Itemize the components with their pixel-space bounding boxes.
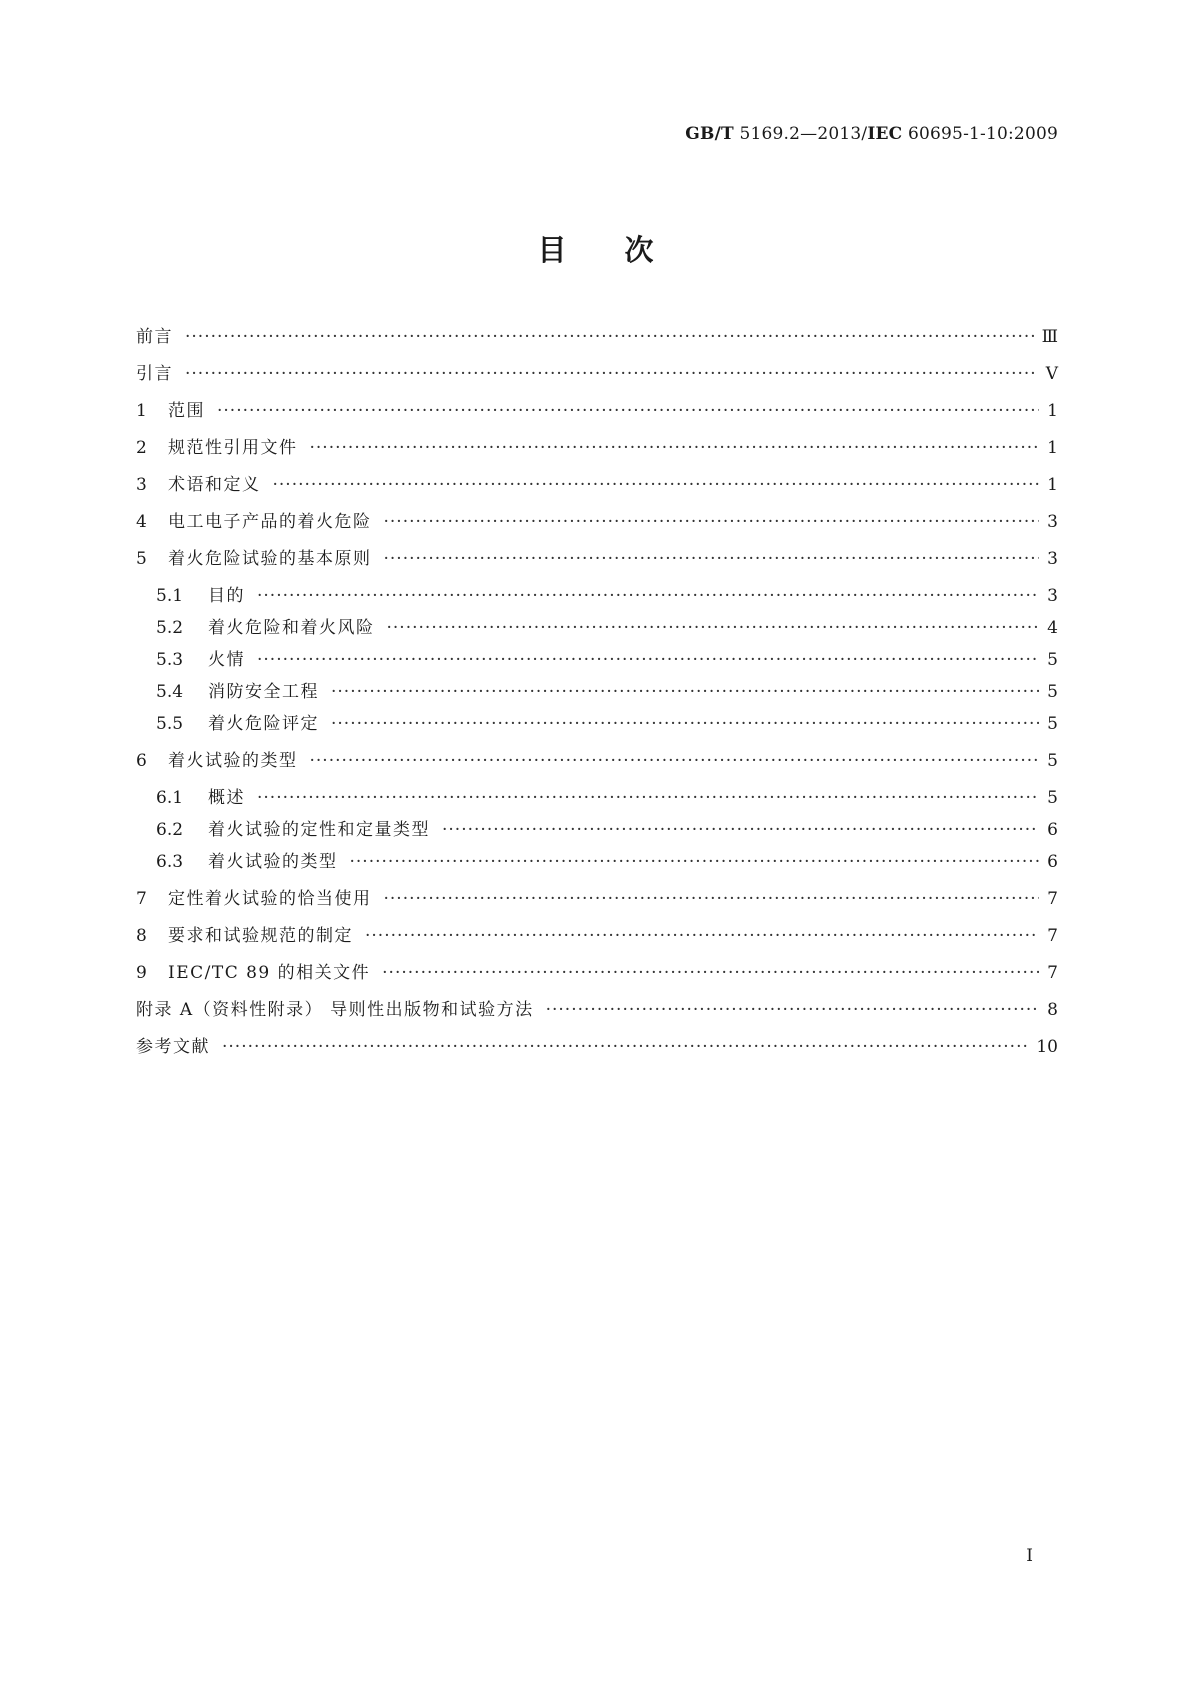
toc-entry-foreword[interactable]	[136, 326, 1058, 363]
toc-entry-number: 3	[136, 475, 147, 495]
iec-number: 60695-1-10:2009	[907, 124, 1058, 144]
toc-entry-page: 8	[1047, 1000, 1058, 1020]
toc-entry-introduction[interactable]	[136, 363, 1058, 400]
toc-entry-page: 7	[1047, 889, 1058, 909]
toc-entry-text: 附录 A（资料性附录） 导则性出版物和试验方法	[136, 1000, 534, 1020]
toc-entry-number: 6.2	[156, 820, 184, 840]
toc-entry-page: 5	[1047, 714, 1058, 734]
toc-entry-6[interactable]	[136, 750, 1058, 787]
toc-entry-number: 6.1	[156, 788, 184, 808]
toc-entry-text: 着火试验的类型	[208, 852, 338, 872]
toc-entry-text: 要求和试验规范的制定	[168, 926, 353, 946]
toc-entry-page: 3	[1047, 586, 1058, 606]
toc-leader-dots	[382, 962, 1039, 984]
toc-entry-7[interactable]	[136, 888, 1058, 925]
toc-entry-5-1[interactable]	[136, 585, 1058, 617]
toc-leader-dots	[257, 649, 1039, 671]
toc-entry-page: 5	[1047, 751, 1058, 771]
toc-entry-text: 规范性引用文件	[168, 438, 298, 458]
toc-entry-page: 6	[1047, 820, 1058, 840]
toc-entry-bibliography[interactable]	[136, 1036, 1058, 1073]
table-of-contents	[136, 326, 1058, 1073]
toc-entry-number: 5	[136, 549, 147, 569]
toc-entry-text: 前言	[136, 327, 173, 347]
toc-entry-number: 5.2	[156, 618, 184, 638]
toc-entry-5-2[interactable]	[136, 617, 1058, 649]
toc-leader-dots	[310, 437, 1040, 459]
toc-entry-4[interactable]	[136, 511, 1058, 548]
toc-title: 目次	[537, 233, 712, 267]
toc-entry-text: 定性着火试验的恰当使用	[168, 889, 372, 909]
toc-entry-number: 9	[136, 963, 147, 983]
toc-leader-dots	[384, 888, 1040, 910]
toc-entry-page: 10	[1036, 1037, 1058, 1057]
toc-entry-page: Ⅴ	[1045, 364, 1058, 384]
std-number: 5169.2—2013/	[739, 124, 868, 144]
standard-code	[685, 124, 1058, 144]
toc-entry-page: 1	[1047, 401, 1058, 421]
toc-entry-number: 5.3	[156, 650, 184, 670]
toc-leader-dots	[185, 363, 1038, 385]
toc-entry-annex-a[interactable]	[136, 999, 1058, 1036]
toc-entry-page: 7	[1047, 926, 1058, 946]
toc-entry-text: 电工电子产品的着火危险	[168, 512, 372, 532]
toc-leader-dots	[384, 548, 1040, 570]
iec-prefix: IEC	[867, 124, 903, 144]
toc-entry-number: 6.3	[156, 852, 184, 872]
toc-leader-dots	[546, 999, 1040, 1021]
toc-entry-6-3[interactable]	[136, 851, 1058, 888]
page-number: Ⅰ	[1026, 1546, 1033, 1566]
toc-entry-page: 1	[1047, 475, 1058, 495]
toc-entry-text: 着火试验的类型	[168, 751, 298, 771]
toc-entry-page: 3	[1047, 549, 1058, 569]
toc-entry-text: 范围	[168, 401, 205, 421]
toc-leader-dots	[384, 511, 1040, 533]
toc-entry-6-2[interactable]	[136, 819, 1058, 851]
toc-entry-text: 消防安全工程	[208, 682, 319, 702]
toc-leader-dots	[273, 474, 1040, 496]
toc-leader-dots	[365, 925, 1039, 947]
toc-entry-number: 6	[136, 751, 147, 771]
toc-entry-page: 1	[1047, 438, 1058, 458]
toc-entry-text: 着火试验的定性和定量类型	[208, 820, 430, 840]
toc-entry-number: 1	[136, 401, 147, 421]
toc-leader-dots	[310, 750, 1040, 772]
toc-entry-3[interactable]	[136, 474, 1058, 511]
toc-entry-text: 火情	[208, 650, 245, 670]
toc-entry-page: 4	[1047, 618, 1058, 638]
toc-entry-5-5[interactable]	[136, 713, 1058, 750]
toc-leader-dots	[331, 713, 1039, 735]
toc-entry-page: 5	[1047, 682, 1058, 702]
toc-entry-page: 7	[1047, 963, 1058, 983]
toc-entry-number: 5.1	[156, 586, 184, 606]
toc-leader-dots	[257, 585, 1039, 607]
toc-leader-dots	[222, 1036, 1028, 1058]
toc-entry-number: 7	[136, 889, 147, 909]
toc-entry-page: Ⅲ	[1041, 327, 1058, 347]
toc-leader-dots	[185, 326, 1034, 348]
toc-entry-text: 目的	[208, 586, 245, 606]
toc-leader-dots	[331, 681, 1039, 703]
toc-entry-text: 着火危险试验的基本原则	[168, 549, 372, 569]
toc-entry-text: 概述	[208, 788, 245, 808]
toc-entry-number: 5.5	[156, 714, 184, 734]
toc-entry-5-3[interactable]	[136, 649, 1058, 681]
toc-entry-text: 引言	[136, 364, 173, 384]
toc-entry-page: 6	[1047, 852, 1058, 872]
toc-entry-text: 着火危险和着火风险	[208, 618, 375, 638]
toc-entry-page: 3	[1047, 512, 1058, 532]
toc-leader-dots	[387, 617, 1040, 639]
toc-entry-text: 术语和定义	[168, 475, 261, 495]
toc-entry-number: 5.4	[156, 682, 184, 702]
toc-entry-1[interactable]	[136, 400, 1058, 437]
toc-entry-2[interactable]	[136, 437, 1058, 474]
toc-entry-number: 8	[136, 926, 147, 946]
toc-entry-5[interactable]	[136, 548, 1058, 585]
std-prefix: GB/T	[685, 124, 734, 144]
toc-leader-dots	[217, 400, 1039, 422]
toc-entry-text: 着火危险评定	[208, 714, 319, 734]
toc-entry-number: 2	[136, 438, 147, 458]
toc-leader-dots	[442, 819, 1039, 841]
toc-entry-page: 5	[1047, 788, 1058, 808]
toc-entry-8[interactable]	[136, 925, 1058, 962]
toc-entry-text: IEC/TC 89 的相关文件	[168, 963, 371, 983]
toc-entry-text: 参考文献	[136, 1037, 210, 1057]
toc-entry-page: 5	[1047, 650, 1058, 670]
toc-entry-9[interactable]	[136, 962, 1058, 999]
toc-entry-5-4[interactable]	[136, 681, 1058, 713]
toc-entry-number: 4	[136, 512, 147, 532]
toc-leader-dots	[350, 851, 1040, 873]
toc-leader-dots	[257, 787, 1039, 809]
toc-entry-6-1[interactable]	[136, 787, 1058, 819]
